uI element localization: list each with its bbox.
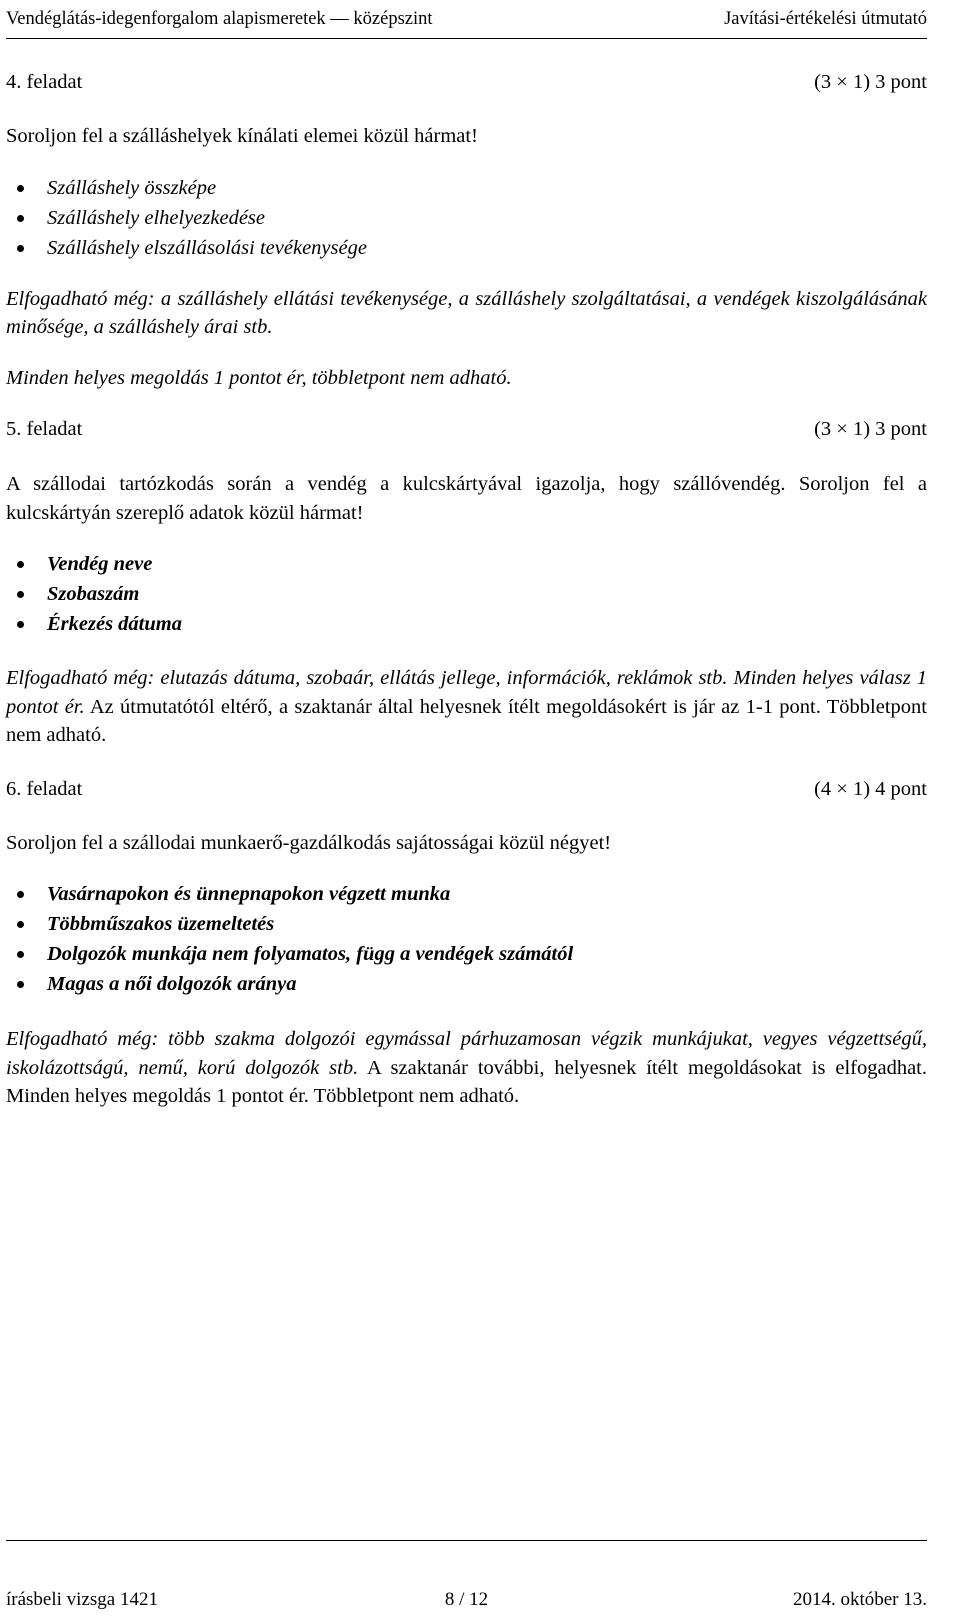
footer-date: 2014. október 13. — [792, 1589, 927, 1610]
list-item: Szobaszám — [6, 579, 927, 609]
task-6-title: 6. feladat — [6, 777, 83, 800]
list-item: Többműszakos üzemeltetés — [6, 909, 927, 939]
list-item: Szálláshely elszállásolási tevékenysége — [6, 233, 927, 263]
task-6-accepted-italic: Elfogadható még: több szakma dolgozói egymással párhuzamosan végzik munkájukat, vegyes végzettségű, iskolázottságú, nemű, korú dolgozók stb. — [6, 1028, 927, 1079]
task-4-question: Soroljon fel a szálláshelyek kínálati elemei közül hármat! — [6, 125, 478, 147]
footer-exam-code: írásbeli vizsga 1421 — [6, 1589, 158, 1610]
task-4-title: 4. feladat — [6, 71, 83, 93]
task-4-answer-list — [6, 173, 927, 263]
task-5 — [6, 415, 927, 750]
list-item: Dolgozók munkája nem folyamatos, függ a vendégek számától — [6, 939, 927, 969]
task-6-answer-list — [6, 879, 927, 999]
task-6-accepted — [6, 1025, 927, 1111]
task-5-title: 5. feladat — [6, 418, 83, 440]
header-doc-type: Javítási-értékelési útmutató — [724, 8, 927, 29]
list-item: Vendég neve — [6, 549, 927, 579]
task-6-question: Soroljon fel a szállodai munkaerő-gazdálkodás sajátosságai közül négyet! — [6, 831, 612, 854]
task-4-points: (3 × 1) 3 pont — [814, 71, 927, 93]
task-5-accepted — [6, 664, 927, 750]
task-6-heading — [6, 775, 927, 803]
task-5-question: A szállodai tartózkodás során a vendég a kulcskártyával igazolja, hogy szállóvendég. Soroljon fel a kulcskártyán szereplő adatok közül hármat! — [6, 473, 927, 524]
list-item: Vasárnapokon és ünnepnapokon végzett munka — [6, 879, 927, 909]
task-5-answer-list — [6, 549, 927, 639]
page-content — [6, 68, 927, 1111]
list-item: Magas a női dolgozók aránya — [6, 969, 927, 999]
task-6 — [6, 775, 927, 1111]
list-item: Szálláshely elhelyezkedése — [6, 203, 927, 233]
task-6-accepted-plain: A szaktanár további, helyesnek ítélt megoldásokat is elfogadhat. Minden helyes megoldás 1 pontot ér. Többletpont nem adható. — [6, 1056, 927, 1107]
task-4-note: Minden helyes megoldás 1 pontot ér, többletpont nem adható. — [6, 366, 512, 389]
page-header — [6, 0, 927, 39]
task-5-accepted-plain: Az útmutatótól eltérő, a szaktanár által helyesnek ítélt megoldásokért is jár az 1-1 pont. Többletpont nem adható. — [6, 695, 927, 746]
task-5-heading — [6, 415, 927, 443]
task-4-accepted: Elfogadható még: a szálláshely ellátási tevékenysége, a szálláshely szolgáltatásai, a vendégek kiszolgálásának minősége, a szálláshely árai stb. — [6, 287, 927, 338]
page-footer — [6, 1586, 927, 1614]
list-item: Érkezés dátuma — [6, 609, 927, 639]
task-6-points: (4 × 1) 4 pont — [814, 777, 927, 800]
task-4 — [6, 68, 927, 392]
footer-divider — [6, 1540, 927, 1541]
footer-page-number: 8 / 12 — [444, 1589, 489, 1610]
task-5-points: (3 × 1) 3 pont — [814, 418, 927, 440]
list-item: Szálláshely összképe — [6, 173, 927, 203]
header-title: Vendéglátás-idegenforgalom alapismeretek — középszint — [6, 8, 433, 29]
task-4-heading — [6, 68, 927, 96]
task-5-accepted-italic: Elfogadható még: elutazás dátuma, szobaár, ellátás jellege, információk, reklámok stb. Minden helyes válasz 1 pontot ér. — [6, 667, 927, 718]
